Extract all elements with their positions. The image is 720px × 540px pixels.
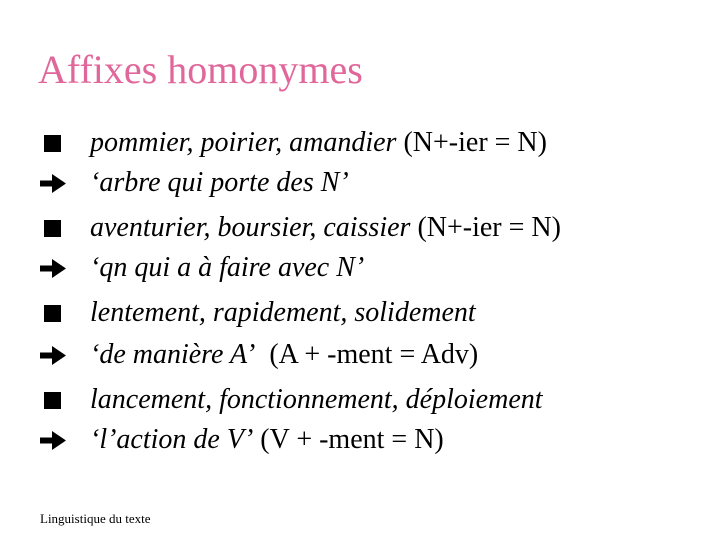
line-italic: ‘qn qui a à faire avec N’ [90,252,365,283]
list-item [0,380,720,420]
list-item [0,163,720,203]
line-normal: (N+-ier = N) [396,127,547,158]
line-normal: (A + -ment = Adv) [255,339,479,370]
slide-title: Affixes homonymes [38,47,363,92]
line-text [90,123,547,163]
footer-text: Linguistique du texte [40,511,151,526]
line-italic: pommier, poirier, amandier [90,127,397,158]
line-text [90,163,349,203]
line-italic: ‘l’action de V’ [90,424,254,455]
line-italic: ‘arbre qui porte des N’ [90,167,349,198]
right-arrow-icon [40,248,76,288]
square-bullet-icon [40,293,76,333]
list-item [0,208,720,248]
list-item [0,335,720,375]
right-arrow-icon [40,163,76,203]
line-normal: (N+-ier = N) [410,212,561,243]
right-arrow-icon [40,335,76,375]
line-italic: ‘de manière A’ [90,339,256,370]
right-arrow-icon [40,420,76,460]
square-bullet-icon [40,208,76,248]
list-item [0,248,720,288]
line-text [90,420,444,460]
line-italic: lentement, rapidement, solidement [90,297,476,328]
list-item [0,123,720,163]
line-italic: aventurier, boursier, caissier [90,212,411,243]
line-text [90,208,561,248]
line-italic: lancement, fonctionnement, déploiement [90,384,543,415]
list-item [0,420,720,460]
line-text [90,293,476,333]
square-bullet-icon [40,123,76,163]
square-bullet-icon [40,380,76,420]
line-normal: (V + -ment = N) [253,424,444,455]
line-text [90,335,478,375]
line-text [90,380,543,420]
line-text [90,248,364,288]
list-item [0,293,720,333]
